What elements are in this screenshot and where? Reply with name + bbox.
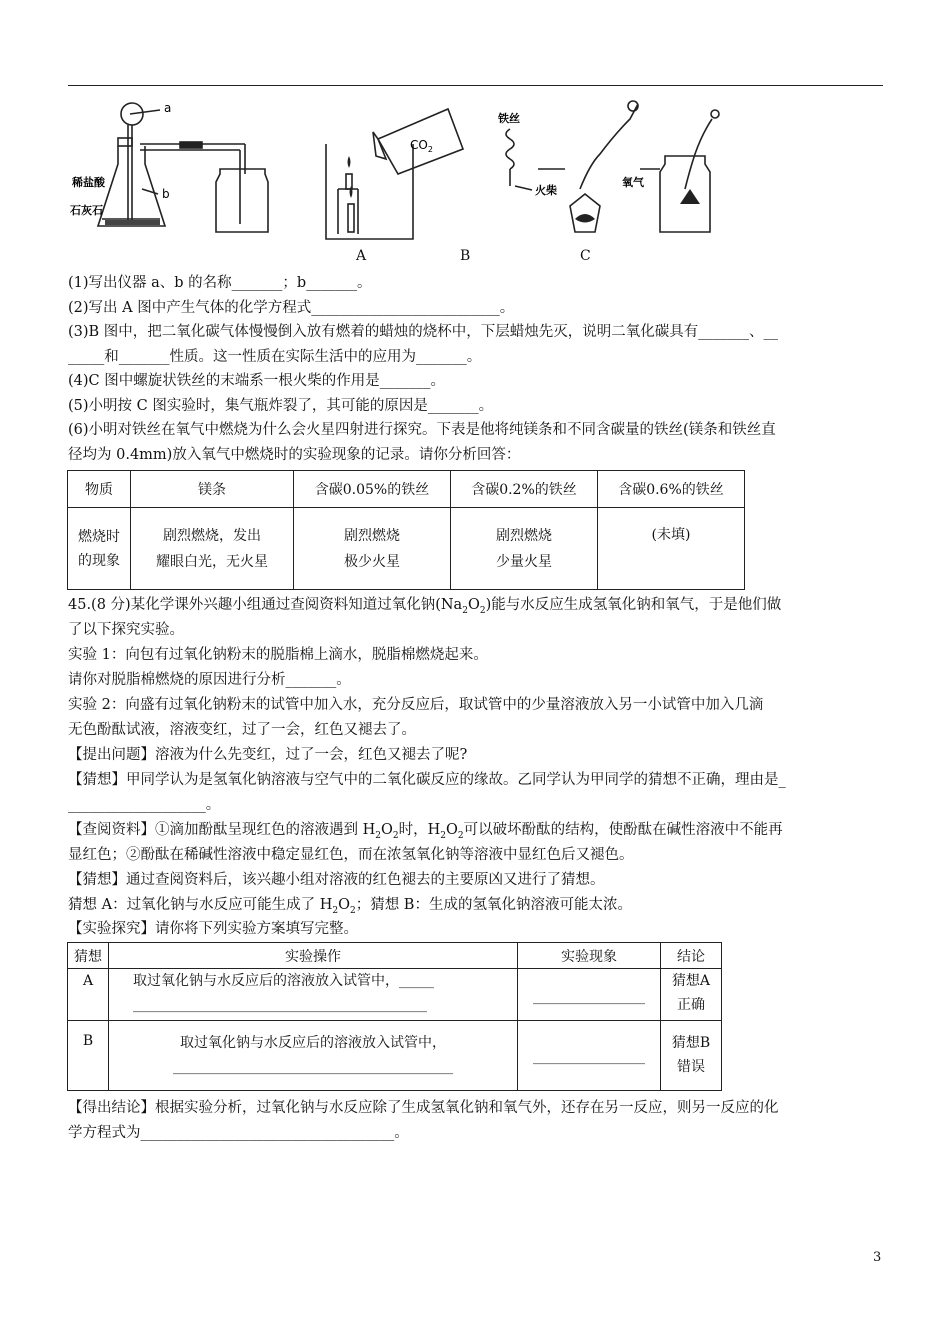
conclusion-line2: 学方程式为___________________________________。	[68, 1125, 409, 1141]
label-limestone: 石灰石	[70, 204, 103, 217]
conclusion-line: 正确	[677, 997, 705, 1013]
table1-cell	[131, 508, 294, 590]
conclusion-line: 错误	[677, 1059, 705, 1075]
table1-header: 物质	[68, 471, 131, 508]
cell-line: 耀眼白光，无火星	[156, 553, 268, 570]
raise-question: 【提出问题】溶液为什么先变红，过了一会，红色又褪去了呢?	[68, 747, 468, 763]
conclusion-line: 猜想A	[671, 973, 711, 989]
operation-line: __________________________________________	[133, 997, 427, 1013]
question-45-intro: 45.(8 分)某化学课外兴趣小组通过查阅资料知道过氧化钠$(Na_2O_2)$能与水反应生成氢氧化钠和氧气，于是他们做	[68, 597, 782, 616]
co2-label: $CO_2$	[410, 138, 433, 154]
conclusion-line: 猜想B	[671, 1035, 711, 1051]
experiment-2-line1: 实验 2：向盛有过氧化钠粉末的试管中加入水，充分反应后，取试管中的少量溶液放入另一小试管中加入几滴	[68, 697, 764, 713]
hypothesis-2: 【猜想】通过查阅资料后，该兴趣小组对溶液的红色褪去的主要原凶又进行了猜想。	[68, 872, 605, 888]
cell-line: 剧烈燃烧	[344, 527, 400, 544]
combustion-table	[67, 470, 745, 590]
experiment-1-question: 请你对脱脂棉燃烧的原因进行分析_______。	[68, 672, 351, 688]
table2-header: 结论	[661, 943, 722, 969]
question-6-line2: 径均为 0.4mm)放入氧气中燃烧时的实验现象的记录。请你分析回答：	[68, 447, 521, 463]
row-a-label: A	[68, 969, 109, 1021]
reference-line1: 【查阅资料】①滴加酚酞呈现红色的溶液遇到 $H_2O_2$时，$H_2O_2$可以破坏酚酞的结构，使酚酞在碱性溶液中不能再	[68, 822, 783, 841]
iron-wire-label: 铁丝	[498, 112, 520, 125]
table1-row-label	[68, 508, 131, 590]
row-b-label: B	[68, 1021, 109, 1091]
question-5: (5)小明按 C 图实验时，集气瓶炸裂了，其可能的原因是_______。	[68, 398, 494, 414]
table1-header: 镁条	[131, 471, 294, 508]
experiment-table	[67, 942, 722, 1091]
table1-header: 含碳0.2%的铁丝	[451, 471, 598, 508]
table2-header: 实验操作	[109, 943, 518, 969]
row-a-conclusion	[661, 969, 722, 1021]
question-3-line1: (3)B 图中，把二氧化碳气体慢慢倒入放有燃着的蜡烛的烧杯中，下层蜡烛先灭，说明二氧化碳具有_______、__	[68, 324, 779, 340]
question-2: (2)写出 A 图中产生气体的化学方程式__________________________。	[68, 300, 515, 316]
experiment-explore: 【实验探究】请你将下列实验方案填写完整。	[68, 921, 358, 937]
cell-line: 剧烈燃烧	[496, 527, 552, 544]
question-45-intro-2: 了以下探究实验。	[68, 622, 184, 638]
row-b-conclusion	[661, 1021, 722, 1091]
apparatus-c-figure	[490, 94, 730, 244]
label-a: a	[164, 101, 172, 115]
figure-label-a: A	[356, 248, 367, 264]
operation-line: 取过氧化钠与水反应后的溶液放入试管中，	[180, 1035, 446, 1051]
cell-line: 极少火星	[344, 553, 400, 570]
apparatus-a-figure	[70, 94, 270, 244]
experiment-1: 实验 1：向包有过氧化钠粉末的脱脂棉上滴水，脱脂棉燃烧起来。	[68, 647, 488, 663]
operation-line: 取过氧化钠与水反应后的溶液放入试管中，_____	[133, 973, 434, 989]
row-label-line: 燃烧时	[78, 528, 120, 545]
figure-label-b: B	[460, 248, 471, 264]
row-b-phenomenon: ________________	[518, 1021, 661, 1091]
table1-cell	[598, 508, 745, 590]
table2-header: 猜想	[68, 943, 109, 969]
label-acid: 稀盐酸	[72, 176, 105, 189]
conclusion-line1: 【得出结论】根据实验分析，过氧化钠与水反应除了生成氢氧化钠和氧气外，还存在另一反应，则另一反应的化	[68, 1100, 779, 1116]
table2-header: 实验现象	[518, 943, 661, 969]
question-4: (4)C 图中螺旋状铁丝的末端系一根火柴的作用是_______。	[68, 373, 445, 389]
cell-line: (未填)	[651, 527, 691, 543]
table1-header: 含碳0.6%的铁丝	[598, 471, 745, 508]
cell-line: 少量火星	[496, 553, 552, 570]
experiment-2-line2: 无色酚酞试液，溶液变红，过了一会，红色又褪去了。	[68, 722, 416, 738]
table1-cell	[451, 508, 598, 590]
oxygen-label: 氧气	[622, 176, 644, 189]
row-label-line: 的现象	[78, 552, 120, 569]
cell-line: 剧烈燃烧，发出	[163, 527, 261, 544]
figure-label-c: C	[580, 248, 591, 264]
question-6-line1: (6)小明对铁丝在氧气中燃烧为什么会火星四射进行探究。下表是他将纯镁条和不同含碳量的铁丝(镁条和铁丝直	[68, 422, 776, 438]
question-1: (1)写出仪器 a、b 的名称_______；b_______。	[68, 275, 372, 291]
hypothesis-1-line2: ___________________。	[68, 797, 221, 813]
hypothesis-ab: 猜想 A：过氧化钠与水反应可能生成了 $H_2O_2$；猜想 B：生成的氢氧化钠溶液可能太浓。	[68, 897, 632, 916]
hypothesis-1-line1: 【猜想】甲同学认为是氢氧化钠溶液与空气中的二氧化碳反应的缘故。乙同学认为甲同学的猜想不正确，理由是_	[68, 772, 786, 788]
row-a-operation	[109, 969, 518, 1021]
top-rule	[68, 85, 883, 86]
row-b-operation	[109, 1021, 518, 1091]
question-3-line2: _____和_______性质。这一性质在实际生活中的应用为_______。	[68, 349, 482, 365]
reference-line2: 显红色；②酚酞在稀碱性溶液中稳定显红色，而在浓氢氧化钠等溶液中显红色后又褪色。	[68, 847, 634, 863]
apparatus-b-figure	[318, 94, 468, 244]
label-b: b	[162, 187, 170, 201]
table1-header: 含碳0.05%的铁丝	[294, 471, 451, 508]
page-number: 3	[873, 1250, 882, 1265]
operation-line: ________________________________________	[173, 1059, 453, 1075]
match-label: 火柴	[535, 184, 557, 197]
row-a-phenomenon: ________________	[518, 969, 661, 1021]
table1-cell	[294, 508, 451, 590]
